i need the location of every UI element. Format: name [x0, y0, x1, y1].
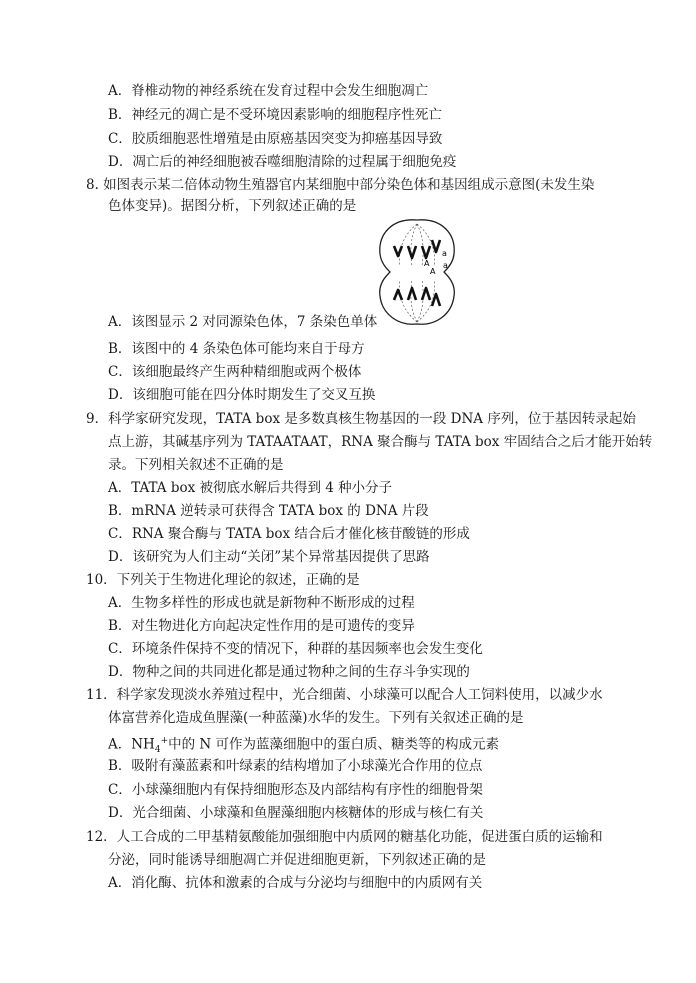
q12-option-a: A．消化酶、抗体和激素的合成与分泌均与细胞中的内质网有关	[108, 875, 483, 891]
q11-option-a-sup: +	[160, 736, 169, 746]
q10-option-b: B．对生物进化方向起决定性作用的是可遗传的变异	[108, 618, 415, 634]
q10-option-d: D．物种之间的共同进化都是通过物种之间的生存斗争实现的	[108, 664, 470, 680]
q10-option-c: C．环境条件保持不变的情况下，种群的基因频率也会发生变化	[108, 641, 483, 657]
q11-option-a-rest: 中的 N 可作为蓝藻细胞中的蛋白质、糖类等的构成元素	[168, 736, 500, 753]
q8-option-b: B．该图中的 4 条染色体可能均来自于母方	[108, 341, 365, 357]
q9-option-c: C．RNA 聚合酶与 TATA box 结合后才催化核苷酸链的形成	[108, 526, 470, 542]
q8-stem-line-2: 色体变异)。据图分析，下列叙述正确的是	[108, 198, 357, 214]
q12-stem-line-1: 12．人工合成的二甲基精氨酸能加强细胞中内质网的糖基化功能，促进蛋白质的运输和	[86, 829, 603, 845]
gene-label-a-1: a	[442, 249, 447, 258]
q8-option-d: D．该细胞可能在四分体时期发生了交叉互换	[108, 387, 376, 403]
q9-stem-line-1: 9．科学家研究发现，TATA box 是多数真核生物基因的一段 DNA 序列，位于基因转录起始	[86, 411, 636, 427]
q11-option-a	[108, 732, 499, 759]
q10-stem: 10．下列关于生物进化理论的叙述，正确的是	[86, 572, 360, 588]
q11-option-d: D．光合细菌、小球藻和鱼腥藻细胞内核糖体的形成与核仁有关	[108, 805, 484, 821]
q8-option-c: C．该细胞最终产生两种精细胞或两个极体	[108, 364, 362, 380]
q7-option-c: C．胶质细胞恶性增殖是由原癌基因突变为抑癌基因导致	[108, 131, 443, 147]
q9-stem-line-3: 录。下列相关叙述不正确的是	[108, 457, 284, 473]
q9-option-d: D．该研究为人们主动“关闭”某个异常基因提供了思路	[108, 549, 430, 565]
gene-label-a-2: a	[443, 261, 448, 270]
gene-label-A-2: A	[430, 267, 436, 276]
cell-division-figure	[372, 216, 462, 328]
q8-option-a: A．该图显示 2 对同源染色体，7 条染色单体	[108, 314, 378, 330]
q12-stem-line-2: 分泌，同时能诱导细胞凋亡并促进细胞更新，下列叙述正确的是	[108, 852, 486, 868]
gene-label-A-1: A	[424, 259, 430, 268]
q11-option-b: B．吸附有藻蓝素和叶绿素的结构增加了小球藻光合作用的位点	[108, 758, 483, 774]
q11-stem-line-1: 11．科学家发现淡水养殖过程中，光合细菌、小球藻可以配合人工饲料使用，以减少水	[86, 687, 603, 703]
q9-stem-line-2: 点上游，其碱基序列为 TATAATAAT，RNA 聚合酶与 TATA box 牢固结合之后才能开始转	[108, 434, 653, 450]
q7-option-b: B．神经元的凋亡是不受环境因素影响的细胞程序性死亡	[108, 107, 442, 123]
q11-option-c: C．小球藻细胞内有保持细胞形态及内部结构有序性的细胞骨架	[108, 782, 483, 798]
q11-option-a-prefix: A．NH	[108, 736, 155, 753]
q7-option-d: D．凋亡后的神经细胞被吞噬细胞清除的过程属于细胞免疫	[108, 154, 457, 170]
q10-option-a: A．生物多样性的形成也就是新物种不断形成的过程	[108, 595, 415, 611]
q8-stem-line-1: 8. 如图表示某二倍体动物生殖器官内某细胞中部分染色体和基因组成示意图(未发生染	[86, 177, 595, 193]
q11-option-a-sub: 4	[154, 745, 161, 756]
q11-stem-line-2: 体富营养化造成鱼腥藻(一种蓝藻)水华的发生。下列有关叙述正确的是	[108, 710, 524, 726]
q9-option-b: B．mRNA 逆转录可获得含 TATA box 的 DNA 片段	[108, 503, 429, 519]
q9-option-a: A．TATA box 被彻底水解后共得到 4 种小分子	[108, 480, 393, 496]
q7-option-a: A．脊椎动物的神经系统在发育过程中会发生细胞凋亡	[108, 83, 429, 99]
